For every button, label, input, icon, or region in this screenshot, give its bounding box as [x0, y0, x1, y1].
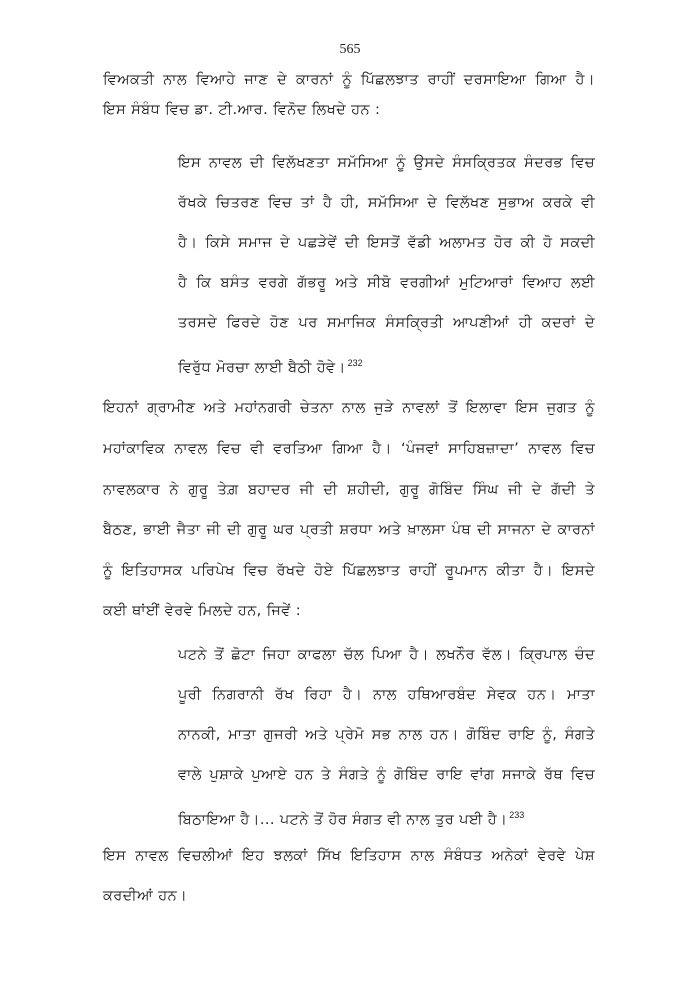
line-text: ਹੈ। ਕਿਸੇ ਸਮਾਜ ਦੇ ਪਛੜੇਵੇਂ ਦੀ ਇਸਤੋਂ ਵੱਡੀ ਅਲਾਮਤ ਹੋਰ ਕੀ ਹੋ ਸਕਦੀ	[178, 235, 595, 251]
line-text: ਇਸ ਨਾਵਲ ਵਿਚਲੀਆਂ ਇਹ ਝਲਕਾਂ ਸਿੱਖ ਇਤਿਹਾਸ ਨਾਲ ਸੰਬੰਧਤ ਅਨੇਕਾਂ ਵੇਰਵੇ ਪੇਸ਼	[103, 848, 595, 864]
text-line	[103, 480, 595, 500]
text-line	[178, 233, 595, 253]
line-text: ਪਟਨੇ ਤੋਂ ਛੋਟਾ ਜਿਹਾ ਕਾਫਲਾ ਚੱਲ ਪਿਆ ਹੈ। ਲਖਨੌਰ ਵੱਲ। ਕ੍ਰਿਪਾਲ ਚੰਦ	[178, 647, 595, 663]
footnote-marker: 233	[509, 810, 525, 820]
line-text: ਬੈਠਣ, ਭਾਈ ਜੈਤਾ ਜੀ ਦੀ ਗੁਰੂ ਘਰ ਪ੍ਰਤੀ ਸ਼ਰਧਾ ਅਤੇ ਖ਼ਾਲਸਾ ਪੰਥ ਦੀ ਸਾਜਨਾ ਦੇ ਕਾਰਨਾਂ	[103, 522, 595, 538]
line-text: ਹੈ ਕਿ ਬਸੰਤ ਵਰਗੇ ਗੱਭਰੂ ਅਤੇ ਸੀਬੋ ਵਰਗੀਆਂ ਮੁਟਿਆਰਾਂ ਵਿਆਹ ਲਈ	[178, 275, 595, 291]
line-text: ਨਾਨਕੀ, ਮਾਤਾ ਗੁਜਰੀ ਅਤੇ ਪ੍ਰੇਮੋ ਸਭ ਨਾਲ ਹਨ। ਗੋਬਿੰਦ ਰਾਇ ਨੂੰ, ਸੰਗਤੇ	[178, 727, 595, 743]
text-line	[103, 398, 595, 418]
line-text: ਨੂੰ ਇਤਿਹਾਸਕ ਪਰਿਪੇਖ ਵਿਚ ਰੱਖਦੇ ਹੋਏ ਪਿੱਛਲਝਾਤ ਰਾਹੀਂ ਰੂਪਮਾਨ ਕੀਤਾ ਹੈ। ਇਸਦੇ	[103, 563, 595, 579]
line-text: ਬਿਠਾਇਆ ਹੈ।... ਪਟਨੇ ਤੋਂ ਹੋਰ ਸੰਗਤ ਵੀ ਨਾਲ ਤੁਰ ਪਈ ਹੈ।	[178, 812, 508, 828]
line-text: ਵਿਰੁੱਧ ਮੋਰਚਾ ਲਾਈ ਬੈਠੀ ਹੋਵੇ।	[178, 360, 346, 376]
text-line	[178, 645, 595, 665]
line-text: ਇਹਨਾਂ ਗ੍ਰਾਮੀਣ ਅਤੇ ਮਹਾਂਨਗਰੀ ਚੇਤਨਾ ਨਾਲ ਜੁੜੇ ਨਾਵਲਾਂ ਤੋਂ ਇਲਾਵਾ ਇਸ ਜੁਗਤ ਨੂੰ	[103, 400, 595, 416]
line-text: ਕਈ ਥਾਂਈਂ ਵੇਰਵੇ ਮਿਲਦੇ ਹਨ, ਜਿਵੇਂ :	[103, 603, 301, 619]
text-line	[103, 439, 595, 459]
line-text: ਪੂਰੀ ਨਿਗਰਾਨੀ ਰੱਖ ਰਿਹਾ ਹੈ। ਨਾਲ ਹਥਿਆਰਬੰਦ ਸੇਵਕ ਹਨ। ਮਾਤਾ	[178, 687, 595, 703]
text-line	[103, 520, 595, 540]
page-number: 565	[339, 42, 361, 57]
line-text: ਇਸ ਨਾਵਲ ਦੀ ਵਿਲੱਖਣਤਾ ਸਮੱਸਿਆ ਨੂੰ ਉਸਦੇ ਸੰਸਕ੍ਰਿਤਕ ਸੰਦਰਭ ਵਿਚ	[178, 155, 595, 171]
line-text: ਰੱਖਕੇ ਚਿਤਰਣ ਵਿਚ ਤਾਂ ਹੈ ਹੀ, ਸਮੱਸਿਆ ਦੇ ਵਿਲੱਖਣ ਸੁਭਾਅ ਕਰਕੇ ਵੀ	[178, 195, 595, 211]
line-text: ਇਸ ਸੰਬੰਧ ਵਿਚ ਡਾ. ਟੀ.ਆਰ. ਵਿਨੋਦ ਲਿਖਦੇ ਹਨ :	[103, 102, 381, 118]
text-line	[178, 725, 595, 745]
text-line	[103, 100, 595, 120]
text-line	[178, 313, 595, 333]
text-line	[103, 886, 595, 906]
text-line	[178, 765, 595, 785]
text-line	[178, 153, 595, 173]
text-line	[178, 685, 595, 705]
text-line	[103, 70, 595, 90]
text-line	[103, 846, 595, 866]
line-text: ਵਾਲੇ ਪੁਸ਼ਾਕੇ ਪੁਆਏ ਹਨ ਤੇ ਸੰਗਤੇ ਨੂੰ ਗੋਬਿੰਦ ਰਾਇ ਵਾਂਗ ਸਜਾਕੇ ਰੱਥ ਵਿਚ	[178, 767, 595, 783]
text-line	[103, 561, 595, 581]
text-line	[178, 805, 595, 830]
text-line	[178, 193, 595, 213]
footnote-marker: 232	[347, 358, 363, 368]
line-text: ਤਰਸਦੇ ਫਿਰਦੇ ਹੋਣ ਪਰ ਸਮਾਜਿਕ ਸੰਸਕ੍ਰਿਤੀ ਆਪਣੀਆਂ ਹੀ ਕਦਰਾਂ ਦੇ	[178, 315, 595, 331]
line-text: ਨਾਵਲਕਾਰ ਨੇ ਗੁਰੂ ਤੇਗ਼ ਬਹਾਦਰ ਜੀ ਦੀ ਸ਼ਹੀਦੀ, ਗੁਰੂ ਗੋਬਿੰਦ ਸਿੰਘ ਜੀ ਦੇ ਗੱਦੀ ਤੇ	[103, 482, 595, 498]
line-text: ਵਿਅਕਤੀ ਨਾਲ ਵਿਆਹੇ ਜਾਣ ਦੇ ਕਾਰਨਾਂ ਨੂੰ ਪਿੱਛਲਝਾਤ ਰਾਹੀਂ ਦਰਸਾਇਆ ਗਿਆ ਹੈ।	[103, 72, 595, 88]
text-line	[178, 353, 595, 378]
line-text: ਮਹਾਂਕਾਵਿਕ ਨਾਵਲ ਵਿਚ ਵੀ ਵਰਤਿਆ ਗਿਆ ਹੈ। ‘ਪੰਜਵਾਂ ਸਾਹਿਬਜ਼ਾਦਾ’ ਨਾਵਲ ਵਿਚ	[103, 441, 595, 457]
text-line	[178, 273, 595, 293]
line-text: ਕਰਦੀਆਂ ਹਨ।	[103, 888, 188, 904]
text-line	[103, 601, 595, 621]
